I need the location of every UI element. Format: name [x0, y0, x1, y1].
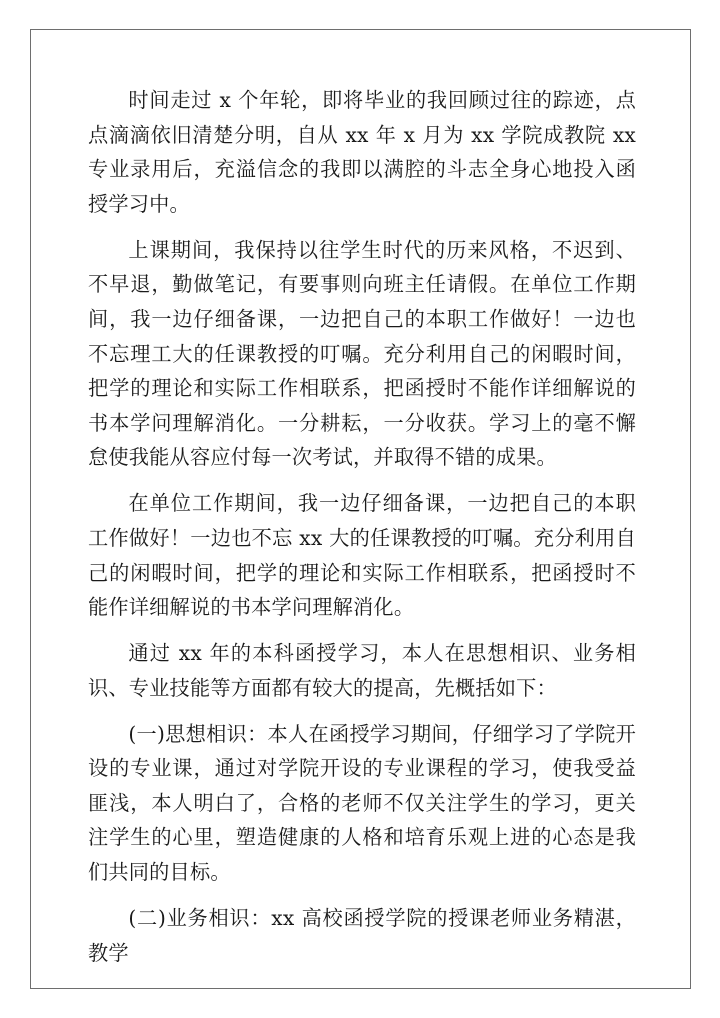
- paragraph: (一)思想相识：本人在函授学习期间，仔细学习了学院开设的专业课，通过对学院开设的专业课程的学习，使我受益匪浅，本人明白了，合格的老师不仅关注学生的学习，更关注学生的心里，塑造健康的人格和培育乐观上进的心态是我们共同的目标。: [88, 721, 636, 885]
- paragraph: 在单位工作期间，我一边仔细备课，一边把自己的本职工作做好！一边也不忘 xx 大的任课教授的叮嘱。充分利用自己的闲暇时间，把学的理论和实际工作相联系，把函授时不能作详细解说的书本学问理解消化。: [88, 491, 636, 620]
- paragraph: 时间走过 x 个年轮，即将毕业的我回顾过往的踪迹，点点滴滴依旧清楚分明，自从 xx 年 x 月为 xx 学院成教院 xx 专业录用后，充溢信念的我即以满腔的斗志全身心地投入函授学习中。: [88, 88, 636, 216]
- document-body: [88, 83, 636, 982]
- paragraph: (二)业务相识：xx 高校函授学院的授课老师业务精湛，教学: [88, 906, 636, 965]
- paragraph: 通过 xx 年的本科函授学习，本人在思想相识、业务相识、专业技能等方面都有较大的提高，先概括如下：: [88, 641, 636, 700]
- paragraph: 上课期间，我保持以往学生时代的历来风格，不迟到、不早退，勤做笔记，有要事则向班主任请假。在单位工作期间，我一边仔细备课，一边把自己的本职工作做好！一边也不忘理工大的任课教授的叮嘱。充分利用自己的闲暇时间，把学的理论和实际工作相联系，把函授时不能作详细解说的书本学问理解消化。一分耕耘，一分收获。学习上的毫不懈怠使我能从容应付每一次考试，并取得不错的成果。: [88, 237, 636, 470]
